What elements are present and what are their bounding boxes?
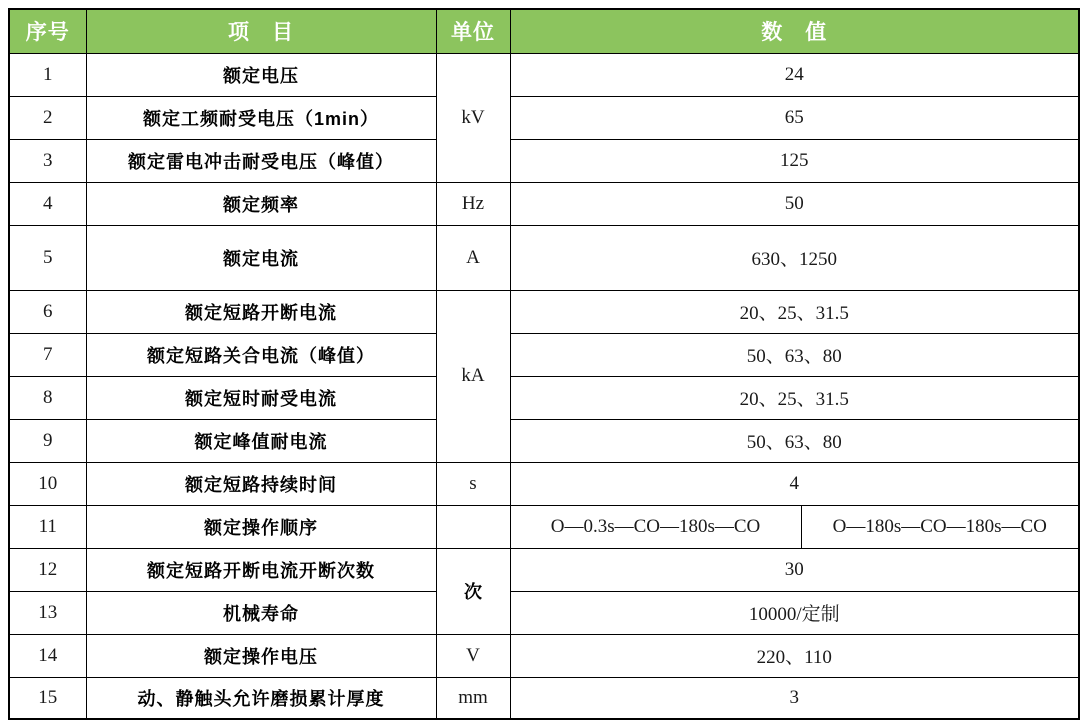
serial-cell: 7 bbox=[9, 333, 86, 376]
serial-cell: 6 bbox=[9, 290, 86, 333]
value-cell-sequence-right: O—180s—CO—180s—CO bbox=[801, 505, 1079, 548]
value-cell-sequence-left: O—0.3s—CO—180s—CO bbox=[510, 505, 801, 548]
table-row bbox=[9, 677, 1079, 719]
serial-cell: 12 bbox=[9, 548, 86, 591]
table-row bbox=[9, 225, 1079, 290]
value-cell: 30 bbox=[510, 548, 1079, 591]
serial-cell: 14 bbox=[9, 634, 86, 677]
serial-cell: 9 bbox=[9, 419, 86, 462]
item-cell: 额定操作顺序 bbox=[86, 505, 436, 548]
table-row bbox=[9, 548, 1079, 591]
unit-cell-a: A bbox=[436, 225, 510, 290]
item-cell: 额定短路开断电流开断次数 bbox=[86, 548, 436, 591]
item-cell: 额定频率 bbox=[86, 182, 436, 225]
item-cell: 额定短路开断电流 bbox=[86, 290, 436, 333]
item-cell: 额定短路持续时间 bbox=[86, 462, 436, 505]
value-cell: 50、63、80 bbox=[510, 333, 1079, 376]
serial-cell: 11 bbox=[9, 505, 86, 548]
table-row bbox=[9, 505, 1079, 548]
value-cell: 20、25、31.5 bbox=[510, 290, 1079, 333]
table-row bbox=[9, 182, 1079, 225]
serial-cell: 4 bbox=[9, 182, 86, 225]
header-col-serial: 序号 bbox=[9, 9, 86, 53]
table-row bbox=[9, 96, 1079, 139]
serial-cell: 10 bbox=[9, 462, 86, 505]
table-row bbox=[9, 290, 1079, 333]
value-cell: 24 bbox=[510, 53, 1079, 96]
item-cell: 额定峰值耐电流 bbox=[86, 419, 436, 462]
unit-cell-empty bbox=[436, 505, 510, 548]
header-col-item: 项 目 bbox=[86, 9, 436, 53]
value-cell: 50、63、80 bbox=[510, 419, 1079, 462]
value-cell: 3 bbox=[510, 677, 1079, 719]
unit-cell-v: V bbox=[436, 634, 510, 677]
item-cell: 额定雷电冲击耐受电压（峰值） bbox=[86, 139, 436, 182]
value-cell: 20、25、31.5 bbox=[510, 376, 1079, 419]
value-cell: 630、1250 bbox=[510, 225, 1079, 290]
unit-cell-mm: mm bbox=[436, 677, 510, 719]
item-cell: 额定操作电压 bbox=[86, 634, 436, 677]
table-row bbox=[9, 634, 1079, 677]
table-row bbox=[9, 591, 1079, 634]
item-cell: 额定工频耐受电压（1min） bbox=[86, 96, 436, 139]
value-cell: 65 bbox=[510, 96, 1079, 139]
header-col-unit: 单位 bbox=[436, 9, 510, 53]
serial-cell: 5 bbox=[9, 225, 86, 290]
table-row bbox=[9, 462, 1079, 505]
unit-cell-s: s bbox=[436, 462, 510, 505]
spec-table bbox=[8, 8, 1080, 720]
value-cell: 50 bbox=[510, 182, 1079, 225]
value-cell: 10000/定制 bbox=[510, 591, 1079, 634]
item-cell: 额定电流 bbox=[86, 225, 436, 290]
serial-cell: 2 bbox=[9, 96, 86, 139]
item-cell: 额定短路关合电流（峰值） bbox=[86, 333, 436, 376]
value-cell: 220、110 bbox=[510, 634, 1079, 677]
unit-cell-times: 次 bbox=[436, 548, 510, 634]
unit-cell-kv: kV bbox=[436, 53, 510, 182]
serial-cell: 13 bbox=[9, 591, 86, 634]
item-cell: 机械寿命 bbox=[86, 591, 436, 634]
item-cell: 额定短时耐受电流 bbox=[86, 376, 436, 419]
serial-cell: 3 bbox=[9, 139, 86, 182]
value-cell: 125 bbox=[510, 139, 1079, 182]
serial-cell: 8 bbox=[9, 376, 86, 419]
unit-cell-ka: kA bbox=[436, 290, 510, 462]
table-row bbox=[9, 419, 1079, 462]
value-cell: 4 bbox=[510, 462, 1079, 505]
serial-cell: 1 bbox=[9, 53, 86, 96]
unit-cell-hz: Hz bbox=[436, 182, 510, 225]
header-col-value: 数 值 bbox=[510, 9, 1079, 53]
item-cell: 动、静触头允许磨损累计厚度 bbox=[86, 677, 436, 719]
table-row bbox=[9, 139, 1079, 182]
table-row bbox=[9, 333, 1079, 376]
table-row bbox=[9, 53, 1079, 96]
item-cell: 额定电压 bbox=[86, 53, 436, 96]
serial-cell: 15 bbox=[9, 677, 86, 719]
table-row bbox=[9, 376, 1079, 419]
header-row bbox=[9, 9, 1079, 53]
